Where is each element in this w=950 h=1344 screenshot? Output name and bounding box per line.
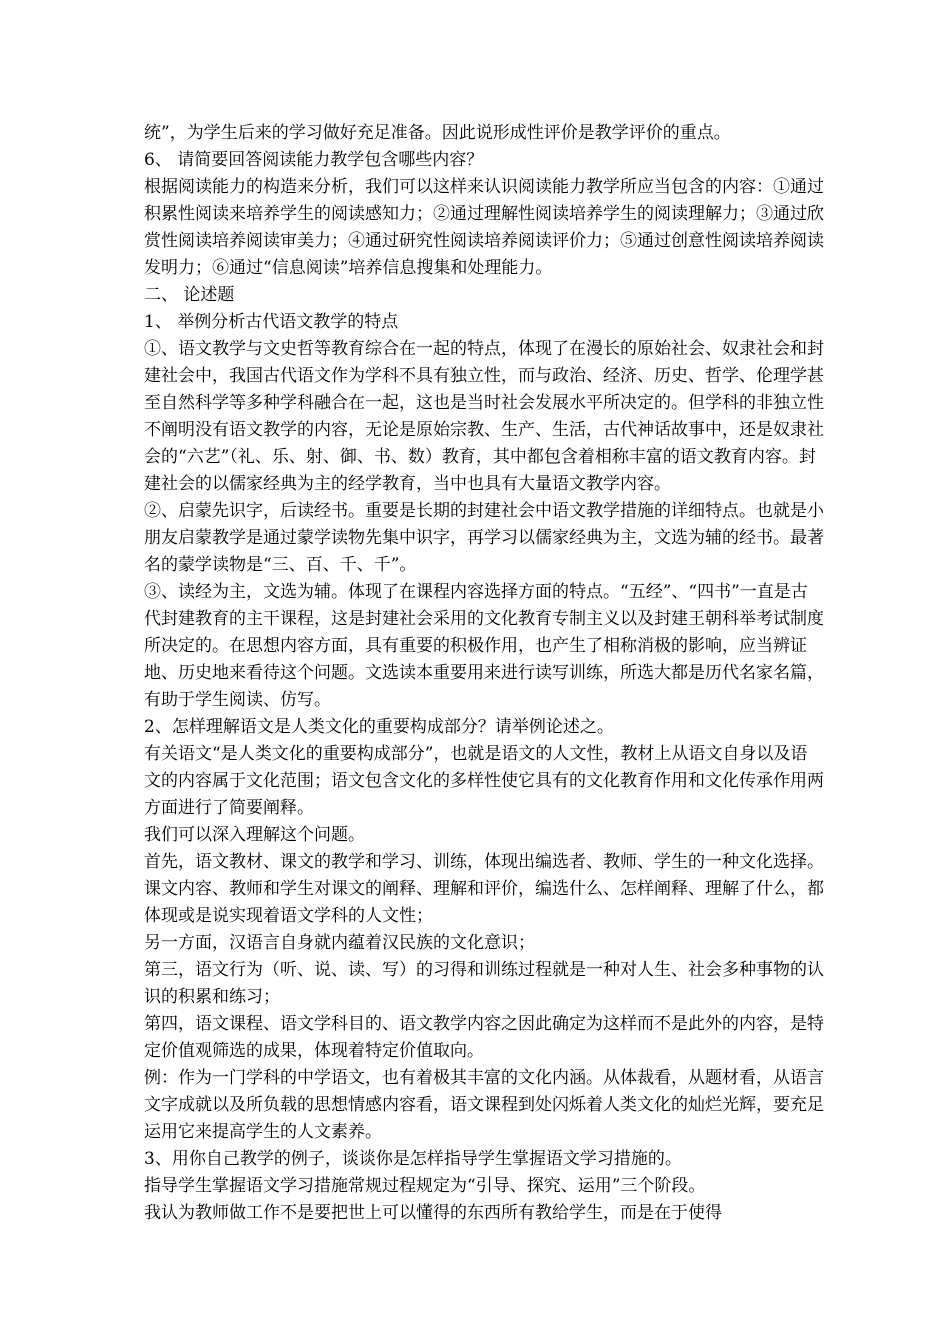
essay-2-intro: 有关语文“是人类文化的重要构成部分”，也就是语文的人文性，教材上从语文自身以及语文的内容属于文化范围；语文包含文化的多样性使它具有的文化教育作用和文化传承作用两方面进行了简要阐释。 — [144, 744, 824, 818]
essay-1-point-2: ②、启蒙先识字，后读经书。重要是长期的封建社会中语文教学措施的详细特点。也就是小朋友启蒙教学是通过蒙学读物先集中识字，再学习以儒家经典为主，文选为辅的经书。最著名的蒙学读物是“三、百、千、千”。 — [144, 501, 824, 575]
essay-3-paragraph-2: 我认为教师做工作不是要把世上可以懂得的东西所有教给学生，而是在于使得 — [144, 1203, 722, 1223]
question-6-answer: 根据阅读能力的构造来分析，我们可以这样来认识阅读能力教学所应当包含的内容：①通过积累性阅读来培养学生的阅读感知力；②通过理解性阅读培养学生的阅读理解力；③通过欣赏性阅读培养阅读审美力；④通过研究性阅读培养阅读评价力；⑤通过创意性阅读培养阅读发明力；⑥通过“信息阅读”培养信息搜集和处理能力。 — [144, 177, 824, 278]
essay-2-point-2: 另一方面，汉语言自身就内蕴着汉民族的文化意识； — [144, 933, 535, 953]
essay-2-point-1: 首先，语文教材、课文的教学和学习、训练，体现出编选者、教师、学生的一种文化选择。课文内容、教师和学生对课文的阐释、理解和评价，编选什么、怎样阐释、理解了什么，都体现或是说实现着语文学科的人文性； — [144, 852, 824, 926]
essay-2-point-3: 第三，语文行为（听、说、读、写）的习得和训练过程就是一种对人生、社会多种事物的认识的积累和练习； — [144, 960, 824, 1007]
essay-2-point-4: 第四，语文课程、语文学科目的、语文教学内容之因此确定为这样而不是此外的内容，是特定价值观筛选的成果，体现着特定价值取向。 — [144, 1014, 824, 1061]
essay-1-heading: 1、 举例分析古代语文教学的特点 — [144, 312, 399, 332]
essay-3-heading: 3、用你自己教学的例子，谈谈你是怎样指导学生掌握语文学习措施的。 — [144, 1149, 682, 1169]
essay-1-point-3: ③、读经为主，文选为辅。体现了在课程内容选择方面的特点。“五经”、“四书”一直是古代封建教育的主干课程，这是封建社会采用的文化教育专制主义以及封建王朝科举考试制度所决定的。在思想内容方面，具有重要的积极作用，也产生了相称消极的影响，应当辨证地、历史地来看待这个问题。文选读本重要用来进行读写训练，所选大都是历代名家名篇，有助于学生阅读、仿写。 — [144, 582, 824, 710]
essay-2-transition: 我们可以深入理解这个问题。 — [144, 825, 365, 845]
question-6-heading: 6、 请简要回答阅读能力教学包含哪些内容？ — [144, 150, 484, 170]
section-2-heading: 二、 论述题 — [144, 285, 235, 305]
paragraph-1: 统”，为学生后来的学习做好充足准备。因此说形成性评价是教学评价的重点。 — [144, 123, 731, 143]
essay-2-example: 例：作为一门学科的中学语文，也有着极其丰富的文化内涵。从体裁看，从题材看，从语言文字成就以及所负载的思想情感内容看，语文课程到处闪烁着人类文化的灿烂光辉，要充足运用它来提高学生的人文素养。 — [144, 1068, 824, 1142]
essay-3-paragraph-1: 指导学生掌握语文学习措施常规过程规定为“引导、探究、运用”三个阶段。 — [144, 1176, 706, 1196]
document-body — [144, 120, 824, 1227]
essay-2-heading: 2、怎样理解语文是人类文化的重要构成部分？请举例论述之。 — [144, 717, 614, 737]
essay-1-point-1: ①、语文教学与文史哲等教育综合在一起的特点，体现了在漫长的原始社会、奴隶社会和封建社会中，我国古代语文作为学科不具有独立性，而与政治、经济、历史、哲学、伦理学甚至自然科学等多种学科融合在一起，这也是当时社会发展水平所决定的。但学科的非独立性不阐明没有语文教学的内容，无论是原始宗教、生产、生活，古代神话故事中，还是奴隶社会的“六艺”（礼、乐、射、御、书、数）教育，其中都包含着相称丰富的语文教育内容。封建社会的以儒家经典为主的经学教育，当中也具有大量语文教学内容。 — [144, 339, 824, 494]
